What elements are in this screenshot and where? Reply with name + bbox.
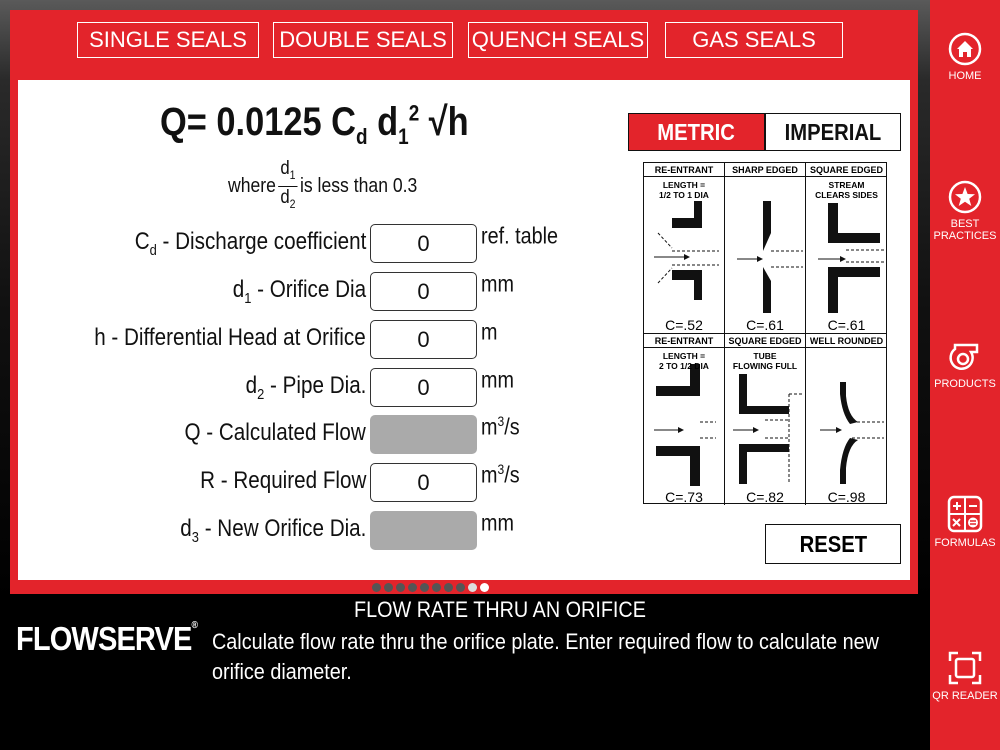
coeff-cell-value: C=.73 bbox=[665, 489, 703, 505]
qr-scan-icon bbox=[947, 650, 983, 686]
imperial-toggle[interactable]: IMPERIAL bbox=[765, 113, 901, 151]
page-dot[interactable] bbox=[384, 583, 393, 592]
coeff-cell-value: C=.98 bbox=[827, 489, 866, 505]
coeff-cell-value: C=.61 bbox=[746, 317, 784, 333]
page-dot[interactable] bbox=[468, 583, 477, 592]
discharge-coefficient-unit: ref. table bbox=[481, 222, 558, 249]
metric-toggle[interactable]: METRIC bbox=[628, 113, 765, 151]
formula-condition: where $\frac{d_1}{d_2}$ is less than 0.3 bbox=[228, 158, 417, 215]
reset-button[interactable]: RESET bbox=[765, 524, 901, 564]
flowserve-logo: FLOWSERVE® bbox=[16, 620, 198, 657]
discharge-coefficient-field[interactable]: 0 bbox=[370, 224, 477, 263]
tab-quench-seals[interactable]: QUENCH SEALS bbox=[468, 22, 648, 58]
tab-gas-seals[interactable]: GAS SEALS bbox=[665, 22, 843, 58]
coeff-cell-well-rounded bbox=[806, 334, 887, 505]
differential-head-label: h - Differential Head at Orifice bbox=[94, 324, 366, 351]
nav-best-practices-label: BEST PRACTICES bbox=[933, 218, 997, 242]
orifice-diagram-icon bbox=[806, 334, 887, 505]
page-dot[interactable] bbox=[420, 583, 429, 592]
flow-formula: Q= 0.0125 $C_d$ $d_1^2$ √h bbox=[160, 100, 469, 149]
coeff-cell-header: WELL ROUNDED bbox=[806, 334, 887, 348]
page-dot[interactable] bbox=[432, 583, 441, 592]
pipe-dia-unit: mm bbox=[481, 366, 514, 393]
new-orifice-dia-field bbox=[370, 511, 477, 550]
required-flow-unit: $m^3/s$ bbox=[481, 461, 520, 488]
coeff-cell-header: SQUARE EDGED bbox=[725, 334, 805, 348]
coeff-cell-header: SHARP EDGED bbox=[725, 163, 805, 177]
coeff-cell-note: STREAM CLEARS SIDES bbox=[815, 180, 878, 200]
discharge-coefficient-table bbox=[643, 162, 887, 504]
nav-formulas-label: FORMULAS bbox=[934, 537, 996, 549]
star-icon bbox=[948, 180, 982, 214]
diameter-ratio-fraction: $\frac{d_1}{d_2}$ bbox=[280, 158, 296, 211]
coeff-cell-value: C=.82 bbox=[746, 489, 784, 505]
coeff-cell-square-edged-tube bbox=[725, 334, 806, 505]
page-dot[interactable] bbox=[456, 583, 465, 592]
coeff-cell-note: TUBE FLOWING FULL bbox=[732, 351, 798, 371]
nav-home[interactable] bbox=[930, 32, 1000, 82]
home-icon bbox=[948, 32, 982, 66]
coeff-cell-value: C=.61 bbox=[827, 317, 866, 333]
coeff-cell-value: C=.52 bbox=[665, 317, 703, 333]
differential-head-unit: m bbox=[481, 318, 498, 345]
orifice-dia-unit: mm bbox=[481, 270, 514, 297]
nav-qr-reader-label: QR READER bbox=[932, 690, 998, 702]
required-flow-field[interactable]: 0 bbox=[370, 463, 477, 502]
nav-products[interactable] bbox=[930, 340, 1000, 390]
coeff-cell-square-edged-clear bbox=[806, 163, 887, 334]
pump-icon bbox=[947, 340, 983, 374]
coeff-cell-note: LENGTH = 2 TO 1/2 DIA bbox=[659, 351, 709, 371]
top-tab-bar bbox=[10, 10, 918, 72]
orifice-dia-label: $d_1$ - Orifice Dia bbox=[232, 276, 366, 307]
coeff-cell-note: LENGTH = 1/2 TO 1 DIA bbox=[659, 180, 709, 200]
coeff-cell-re-entrant-two bbox=[644, 334, 725, 505]
page-title: FLOW RATE THRU AN ORIFICE bbox=[354, 597, 646, 622]
calculated-flow-field bbox=[370, 415, 477, 454]
page-dot[interactable] bbox=[408, 583, 417, 592]
page-dot[interactable] bbox=[396, 583, 405, 592]
pipe-dia-label: $d_2$ - Pipe Dia. bbox=[245, 372, 366, 403]
nav-home-label: HOME bbox=[948, 70, 982, 82]
calculator-icon bbox=[947, 495, 983, 533]
page-dot[interactable] bbox=[372, 583, 381, 592]
new-orifice-dia-unit: mm bbox=[481, 509, 514, 536]
required-flow-label: R - Required Flow bbox=[199, 467, 366, 494]
coeff-cell-header: RE-ENTRANT bbox=[644, 334, 724, 348]
tab-double-seals[interactable]: DOUBLE SEALS bbox=[273, 22, 453, 58]
pipe-dia-field[interactable]: 0 bbox=[370, 368, 477, 407]
coeff-cell-header: RE-ENTRANT bbox=[644, 163, 724, 177]
differential-head-field[interactable]: 0 bbox=[370, 320, 477, 359]
discharge-coefficient-label: $C_d$ - Discharge coefficient bbox=[134, 228, 366, 259]
nav-formulas[interactable] bbox=[930, 495, 1000, 549]
tab-single-seals[interactable]: SINGLE SEALS bbox=[77, 22, 259, 58]
page-indicator bbox=[372, 583, 489, 592]
coeff-cell-sharp-edged bbox=[725, 163, 806, 334]
nav-qr-reader[interactable] bbox=[930, 650, 1000, 702]
coeff-cell-header: SQUARE EDGED bbox=[806, 163, 887, 177]
orifice-diagram-icon bbox=[725, 163, 806, 334]
nav-products-label: PRODUCTS bbox=[934, 378, 996, 390]
new-orifice-dia-label: $d_3$ - New Orifice Dia. bbox=[179, 515, 366, 546]
coeff-cell-re-entrant-half bbox=[644, 163, 725, 334]
orifice-dia-field[interactable]: 0 bbox=[370, 272, 477, 311]
page-dot[interactable] bbox=[444, 583, 453, 592]
page-dot[interactable] bbox=[480, 583, 489, 592]
calculated-flow-unit: $m^3/s$ bbox=[481, 413, 520, 440]
page-description: Calculate flow rate thru the orifice plate. Enter required flow to calculate new orifice diameter. bbox=[212, 629, 879, 684]
nav-best-practices[interactable] bbox=[930, 180, 1000, 242]
calculated-flow-label: Q - Calculated Flow bbox=[184, 419, 366, 446]
sidebar bbox=[930, 0, 1000, 750]
